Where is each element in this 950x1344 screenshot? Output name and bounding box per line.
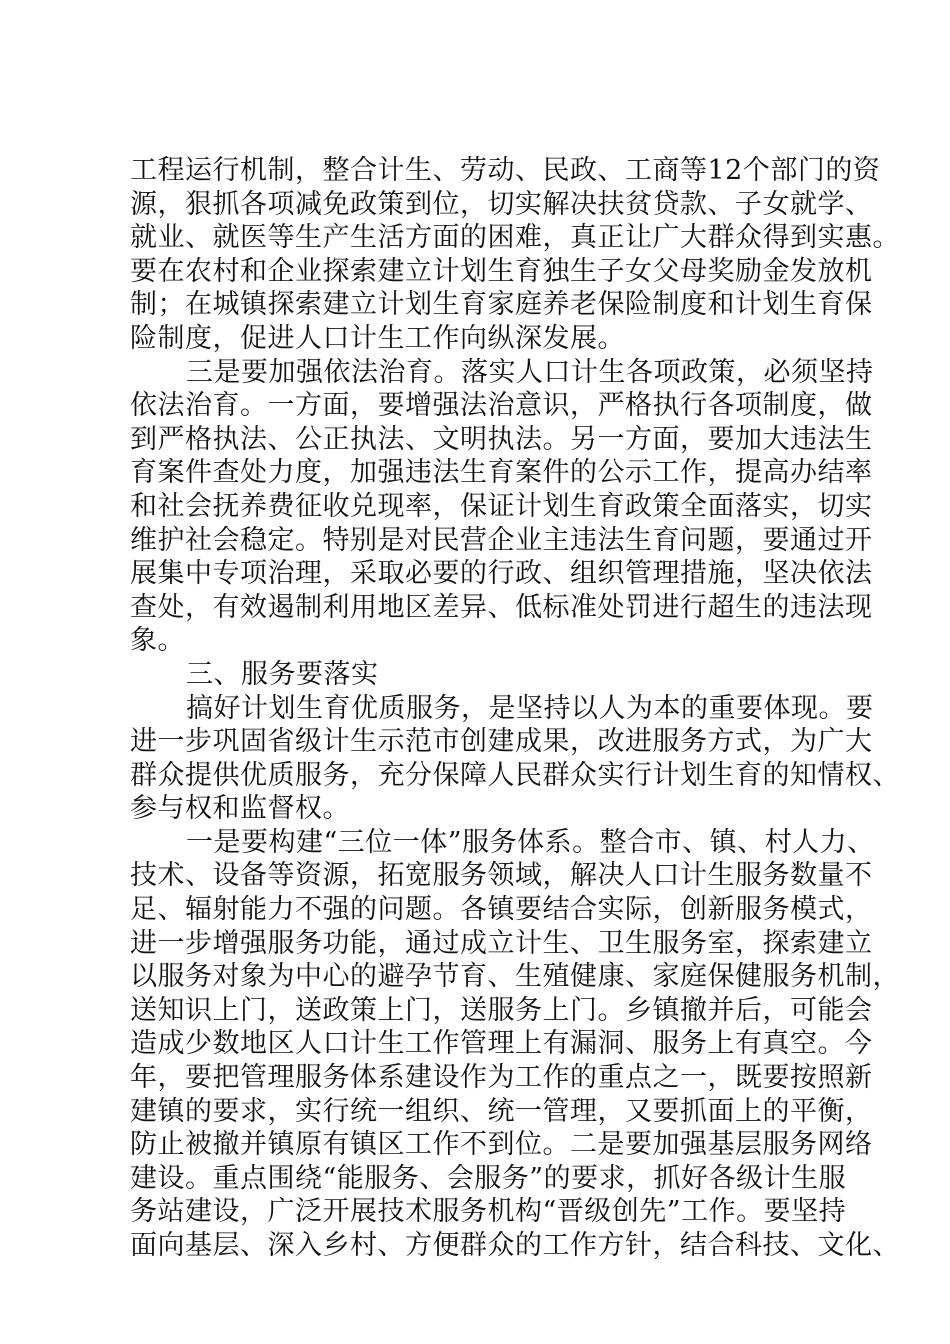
text-line: 象。	[130, 625, 185, 657]
document-body	[130, 154, 900, 1263]
text-line: 送知识上门，送政策上门，送服务上门。乡镇撤并后，可能会	[130, 994, 873, 1026]
text-line: 查处，有效遏制利用地区差异、低标准处罚进行超生的违法现	[130, 591, 873, 623]
text-line: 建设。重点围绕“能服务、会服务”的要求，抓好各级计生服	[130, 1162, 847, 1194]
text-line: 源，狠抓各项减免政策到位，切实解决扶贫贷款、子女就学、	[130, 188, 873, 220]
text-line: 要在农村和企业探索建立计划生育独生子女父母奖励金发放机	[130, 255, 873, 287]
text-line: 就业、就医等生产生活方面的困难，真正让广大群众得到实惠。	[130, 222, 900, 254]
text-line: 依法治育。一方面，要增强法治意识，严格执行各项制度，做	[130, 390, 873, 422]
text-line: 一是要构建“三位一体”服务体系。整合市、镇、村人力、	[186, 826, 875, 858]
text-line: 技术、设备等资源，拓宽服务领域，解决人口计生服务数量不	[130, 860, 873, 892]
text-line: 进一步增强服务功能，通过成立计生、卫生服务室，探索建立	[130, 927, 873, 959]
text-line: 群众提供优质服务，充分保障人民群众实行计划生育的知情权、	[130, 759, 900, 791]
text-line: 工程运行机制，整合计生、劳动、民政、工商等12个部门的资	[130, 155, 881, 186]
text-line: 三、服务要落实	[186, 658, 379, 690]
text-line: 造成少数地区人口计生工作管理上有漏洞、服务上有真空。今	[130, 1028, 873, 1060]
text-line: 制；在城镇探索建立计划生育家庭养老保险制度和计划生育保	[130, 289, 873, 321]
text-line: 务站建设，广泛开展技术服务机构“晋级创先”工作。要坚持	[130, 1196, 847, 1228]
text-line: 进一步巩固省级计生示范市创建成果，改进服务方式，为广大	[130, 726, 873, 758]
text-line: 维护社会稳定。特别是对民营企业主违法生育问题，要通过开	[130, 524, 873, 556]
text-line: 育案件查处力度，加强违法生育案件的公示工作，提高办结率	[130, 457, 873, 489]
text-line: 年，要把管理服务体系建设作为工作的重点之一，既要按照新	[130, 1062, 873, 1094]
text-line: 险制度，促进人口计生工作向纵深发展。	[130, 322, 625, 354]
text-line: 搞好计划生育优质服务，是坚持以人为本的重要体现。要	[186, 692, 874, 724]
text-line: 到严格执法、公正执法、文明执法。另一方面，要加大违法生	[130, 423, 873, 455]
text-line: 足、辐射能力不强的问题。各镇要结合实际，创新服务模式，	[130, 894, 873, 926]
text-line: 面向基层、深入乡村、方便群众的工作方针，结合科技、文化、	[130, 1230, 900, 1261]
text-line: 建镇的要求，实行统一组织、统一管理，又要抓面上的平衡，	[130, 1095, 873, 1127]
text-line: 和社会抚养费征收兑现率，保证计划生育政策全面落实，切实	[130, 490, 873, 522]
text-line: 防止被撤并镇原有镇区工作不到位。二是要加强基层服务网络	[130, 1129, 873, 1161]
text-line: 三是要加强依法治育。落实人口计生各项政策，必须坚持	[186, 356, 874, 388]
text-line: 以服务对象为中心的避孕节育、生殖健康、家庭保健服务机制，	[130, 961, 900, 993]
text-line: 参与权和监督权。	[130, 793, 350, 825]
text-line: 展集中专项治理，采取必要的行政、组织管理措施，坚决依法	[130, 558, 873, 590]
